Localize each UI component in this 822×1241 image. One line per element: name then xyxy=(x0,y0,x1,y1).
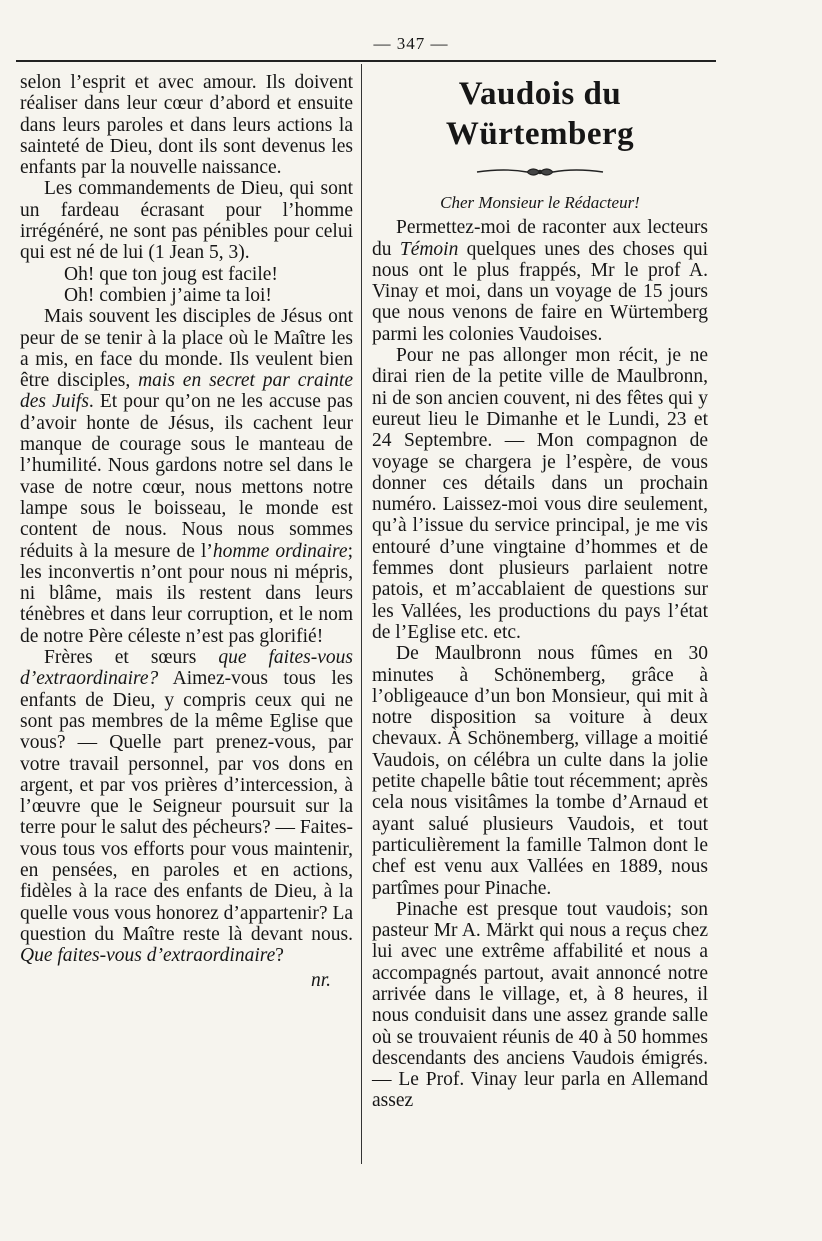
ornament-divider-icon xyxy=(372,164,708,182)
emphasis: Témoin xyxy=(399,238,459,260)
paragraph: selon l’esprit et avec amour. Ils doivent réaliser dans leur cœur d’abord et ensuite dans leurs paroles et dans leurs actions la sainteté de Dieu, dont ils sont devenus les enfants par la nouvelle naissance. xyxy=(20,72,353,179)
verse-line: Oh! combien j’aime ta loi! xyxy=(64,284,272,306)
paragraph: Frères et sœurs que faites-vous d’extraordinaire? Aimez-vous tous les enfants de Dieu, y compris ceux qui ne sont pas membres de la même Eglise que vous? — Quelle part prenez-vous, par votre travail personnel, par vos dons en argent, et par vos prières d’intercession, à l’œuvre que le Seigneur poursuit sur la terre pour le salut des pécheurs? — Faites-vous tous vos efforts pour vous maintenir, en pensées, en paroles et en actions, fidèles à la race des enfants de Dieu, à la quelle vous vous honorez d’appartenir? La question du Maître reste là devant nous. Que faites-vous d’extraordinaire? xyxy=(20,647,354,967)
paragraph: Mais souvent les disciples de Jésus ont peur de se tenir à la place où le Maître les a mis, en face du monde. Ils veulent bien être disciples, mais en secret par crainte des Juifs. Et pour qu’on ne les accuse pas d’avoir honte de Jésus, ils cachent leur manque de courage sous le manteau de l’humilité. Nous gardons notre sel dans le vase de notre cœur, nous mettons notre lampe sous le boisseau, le monde est content de nous. Nous nous sommes réduits à la mesure de l’homme ordinaire; les inconvertis n’ont pour nous ni mépris, ni blâme, mais ils restent dans leurs ténèbres et dans leur corruption, et le nom de notre Père céleste n’est pas glorifié! xyxy=(20,306,353,647)
emphasis: homme ordinaire xyxy=(212,540,348,562)
left-column xyxy=(20,72,353,992)
paragraph: Permettez-moi de raconter aux lecteurs du Témoin quelques unes des choses qui nous ont le plus frappés, Mr le prof A. Vinay et moi, dans un voyage de 15 jours que nous venons de faire en Würtemberg parmi les colonies Vaudoises. xyxy=(372,217,708,345)
header-rule xyxy=(16,60,716,62)
paragraph: De Maulbronn nous fûmes en 30 minutes à Schönemberg, grâce à l’obligeauce d’un bon Monsieur, qui mit à notre disposition sa voiture à deux chevaux. À Schönemberg, village a moitié Vaudois, on célébra un culte dans la jolie petite chapelle bâtie tout récemment; après cela nous visitâmes la tombe d’Arnaud et ayant salué plusieurs Vaudois, et tout particulièrement la famille Talmon dont le chef est venu aux Vallées en 1889, nous partîmes pour Pinache. xyxy=(372,643,708,899)
signature: nr. xyxy=(310,970,331,992)
emphasis: mais en secret par crainte des Juifs xyxy=(20,370,353,413)
paragraph: Pinache est presque tout vaudois; son pasteur Mr A. Märkt qui nous a reçus chez lui avec une extrême affabilité et nous a accompagnés partout, avait annoncé notre arrivée dans le village, et, à 8 heures, il nous conduisit dans une assez grande salle où se trouvaient réunis de 40 à 50 hommes descendants des anciens Vaudois émigrés. — Le Prof. Vinay leur parla en Allemand assez xyxy=(372,898,708,1112)
verse-line: Oh! que ton joug est facile! xyxy=(64,263,278,285)
emphasis: Que faites-vous d’extraordinaire xyxy=(20,945,276,967)
paragraph: Les commandements de Dieu, qui sont un fardeau écrasant pour l’homme irrégénéré, ne sont pas pénibles pour celui qui est né de lui (1 Jean 5, 3). xyxy=(20,178,353,264)
right-column xyxy=(372,72,708,1112)
emphasis: que faites-vous d’extraordinaire? xyxy=(20,647,353,690)
paragraph: Pour ne pas allonger mon récit, je ne dirai rien de la petite ville de Maulbronn, ni de son ancien couvent, ni des fêtes qui y eureut lieu le Dimanhe et le Lundi, 23 et 24 Septembre. — Mon compagnon de voyage se chargera je l’espère, de vous donner ces détails dans un prochain numéro. Laissez-moi vous dire seulement, qu’à l’issue du service principal, je me vis entouré d’une vingtaine d’hommes et de femmes dont plusieurs parlaient notre patois, et m’accablaient de questions sur les Vallées, les productions du pays l’état de l’Eglise etc. etc. xyxy=(372,345,708,643)
page-number: — 347 — xyxy=(373,34,449,53)
salutation: Cher Monsieur le Rédacteur! xyxy=(440,193,640,212)
column-divider xyxy=(361,64,362,1164)
article-title: Vaudois du Würtemberg xyxy=(445,76,635,152)
